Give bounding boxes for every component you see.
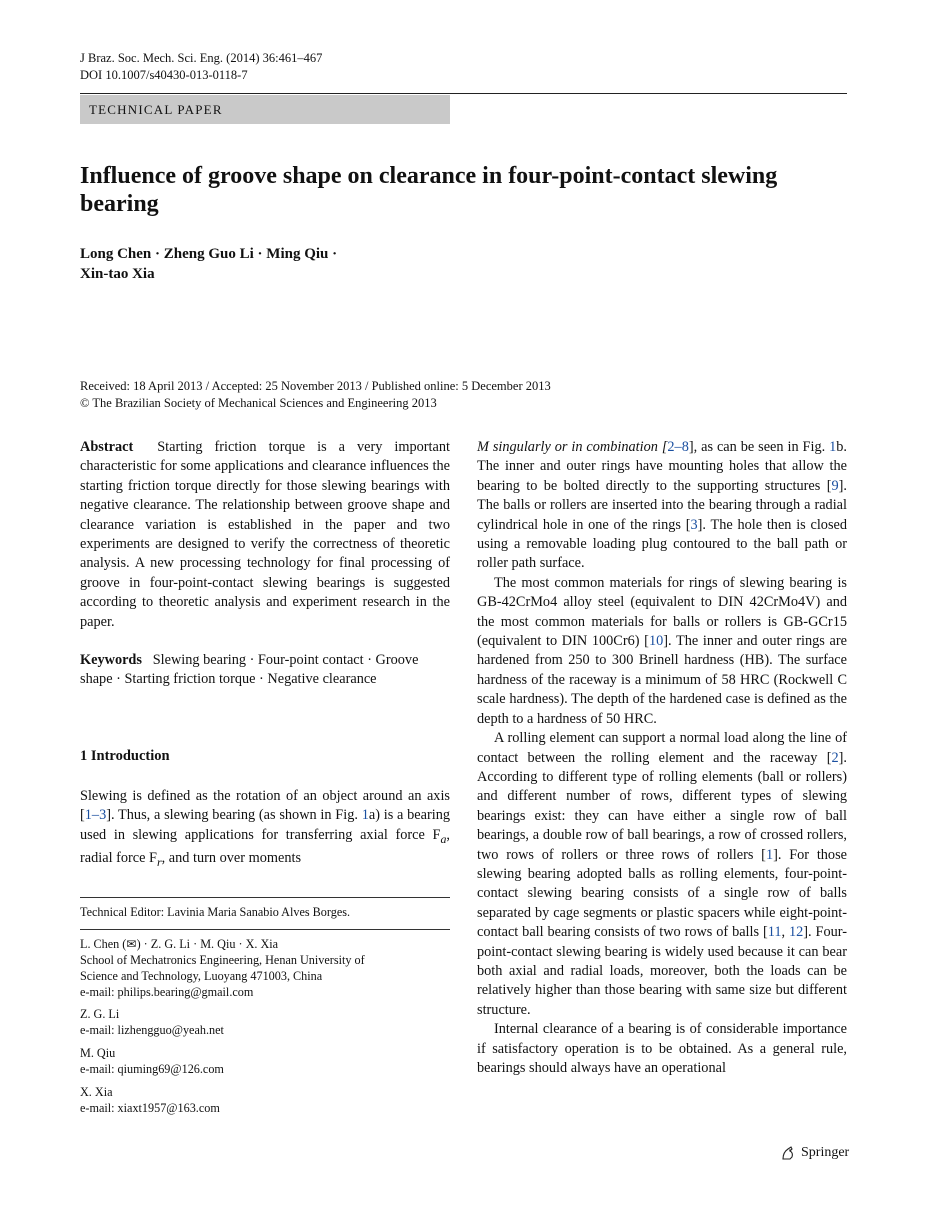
- technical-editor: Technical Editor: Lavinia Maria Sanabio Alves Borges.: [80, 905, 351, 919]
- ref-link[interactable]: 1–3: [84, 807, 107, 824]
- intro-text-b: ]. Thus, a slewing bearing (as shown in Fig.: [106, 807, 362, 824]
- intro-text-e: , and turn over moments: [161, 850, 302, 867]
- qiu-name: M. Qiu: [80, 1046, 116, 1060]
- keywords-text: Slewing bearing · Four-point contact · Groove shape · Starting friction torque · Negative clearance: [80, 652, 419, 688]
- xia-name: X. Xia: [80, 1085, 113, 1099]
- ref-link[interactable]: 10: [648, 633, 664, 650]
- authors-line-1: Long Chen · Zheng Guo Li · Ming Qiu ·: [80, 246, 338, 262]
- text-run: ]. For those slewing bearing adopted balls as rolling elements, four-point-contact slewing bearing consists of a single row of balls separated by cage segments or plastic spacers while eight-point-contact ball bearing consists of two rows of balls [: [477, 846, 847, 941]
- footnote-divider-2: [80, 929, 450, 930]
- authors-line-2: Xin-tao Xia: [80, 266, 155, 282]
- text-run: A rolling element can support a normal load along the line of contact between the rolling element and the raceway [: [477, 730, 847, 766]
- publisher-logo: [780, 1145, 849, 1161]
- corresponding-email[interactable]: e-mail: philips.bearing@gmail.com: [80, 985, 254, 999]
- page-title: Influence of groove shape on clearance in four-point-contact slewing bearing: [80, 163, 778, 217]
- paragraph: [477, 438, 847, 574]
- text-run: b. The inner and outer rings have mounting holes that allow the bearing to be bolted directly to the supporting structures [: [477, 439, 847, 494]
- text-run: M singularly or in combination [: [477, 439, 668, 455]
- keywords-block: [80, 651, 450, 690]
- text-run: ], as can be seen in Fig.: [688, 439, 830, 455]
- journal-citation: J Braz. Soc. Mech. Sci. Eng. (2014) 36:461–467: [80, 51, 323, 65]
- keywords-label: Keywords: [80, 652, 142, 668]
- intro-text-c: a) is a bearing used in slewing applications for transferring axial force F: [80, 807, 450, 843]
- springer-horse-icon: [780, 1145, 796, 1161]
- figure-link[interactable]: 1: [361, 807, 369, 824]
- publication-dates: [80, 378, 551, 412]
- journal-doi: DOI 10.1007/s40430-013-0118-7: [80, 68, 248, 82]
- journal-header: [80, 50, 322, 84]
- author-li: [80, 1006, 450, 1038]
- intro-text-d: , radial force F: [80, 826, 450, 867]
- text-run: ]. The hole then is closed using a removable loading plug contoured to the ball path or roller path surface.: [477, 516, 847, 572]
- abstract-label: Abstract: [80, 439, 134, 455]
- affiliation-names: L. Chen (✉) · Z. G. Li · M. Qiu · X. Xia: [80, 937, 279, 951]
- header-rule: [80, 93, 847, 94]
- ref-link[interactable]: 2: [831, 749, 839, 766]
- copyright-line: © The Brazilian Society of Mechanical Sciences and Engineering 2013: [80, 396, 437, 410]
- abstract-block: [80, 438, 450, 632]
- paragraph: [477, 729, 847, 1020]
- paragraph: [477, 1020, 847, 1078]
- paragraph: [477, 574, 847, 729]
- text-run: ]. According to different type of rolling elements (ball or rollers) and different number of rows, different types of slewing bearings exist: they can have either a single row of ball bearings, a double row of ball bearings, a row of crossed rollers, two rows of rollers or three rows of rollers [: [477, 749, 847, 863]
- affiliation-line-1: School of Mechatronics Engineering, Henan University of: [80, 953, 365, 967]
- ref-link[interactable]: 9: [831, 477, 839, 494]
- author-xia: [80, 1084, 450, 1116]
- dates-line: Received: 18 April 2013 / Accepted: 25 November 2013 / Published online: 5 December 2013: [80, 379, 551, 393]
- intro-text-a: Slewing is defined as the rotation of an object around an axis [: [80, 788, 450, 824]
- right-column: [477, 438, 847, 1078]
- affiliation-block: [80, 936, 450, 1000]
- subscript-a: a: [440, 831, 447, 846]
- text-run: ]. The inner and outer rings are hardened from 250 to 300 Brinell hardness (HB). The surface hardness of the raceway is a minimum of 58 HRC (Rockwell C scale hardness). The depth of the hardened case is defined as the depth to a hardness of 50 HRC.: [477, 633, 847, 727]
- author-qiu: [80, 1045, 450, 1077]
- figure-link[interactable]: 1: [829, 439, 837, 455]
- text-run: ,: [781, 924, 789, 941]
- intro-heading: 1 Introduction: [80, 748, 170, 764]
- li-email[interactable]: e-mail: lizhengguo@yeah.net: [80, 1023, 224, 1037]
- abstract-text: Starting friction torque is a very important characteristic for some applications and clearance influences the starting friction torque directly for those slewing bearings with negative clearance. The relationship between groove shape and clearance variation is established in the paper and two experiments are designed to verify the correctness of theoretic analysis. A new processing technology for final processing of groove in four-point-contact slewing bearings is suggested according to theoretic analysis and experiment research in the paper.: [80, 439, 450, 630]
- ref-link[interactable]: 11: [767, 924, 782, 941]
- text-run: ]. The balls or rollers are inserted into the bearing through a radial cylindrical hole in one of the rings [: [477, 477, 847, 533]
- ref-link[interactable]: 2–8: [667, 439, 689, 455]
- section-tag: TECHNICAL PAPER: [80, 95, 450, 124]
- subscript-r: r: [157, 854, 162, 869]
- ref-link[interactable]: 12: [788, 924, 804, 941]
- ref-link[interactable]: 3: [690, 516, 698, 533]
- qiu-email[interactable]: e-mail: qiuming69@126.com: [80, 1062, 224, 1076]
- li-name: Z. G. Li: [80, 1007, 120, 1021]
- footnote-divider: [80, 897, 450, 898]
- text-run: The most common materials for rings of slewing bearing is GB-42CrMo4 alloy steel (equivalent to DIN 42CrMo4V) and the most common materials for balls or rollers is GB-GCr15 (equivalent to DIN 100Cr6) [: [477, 574, 847, 650]
- text-run: ]. Four-point-contact slewing bearing is widely used because it can bear both axial and radial loads, moreover, both the loads can be relatively higher than those bearing with same size but different structure.: [477, 924, 847, 1018]
- affiliation-line-2: Science and Technology, Luoyang 471003, China: [80, 969, 323, 983]
- xia-email[interactable]: e-mail: xiaxt1957@163.com: [80, 1101, 220, 1115]
- publisher-name: Springer: [801, 1145, 850, 1160]
- text-run: Internal clearance of a bearing is of considerable importance if satisfactory operation is to be obtained. As a general rule, bearings should always have an operational: [477, 1021, 847, 1076]
- ref-link[interactable]: 1: [765, 846, 774, 863]
- author-list: [80, 244, 440, 284]
- intro-paragraph: [80, 787, 450, 872]
